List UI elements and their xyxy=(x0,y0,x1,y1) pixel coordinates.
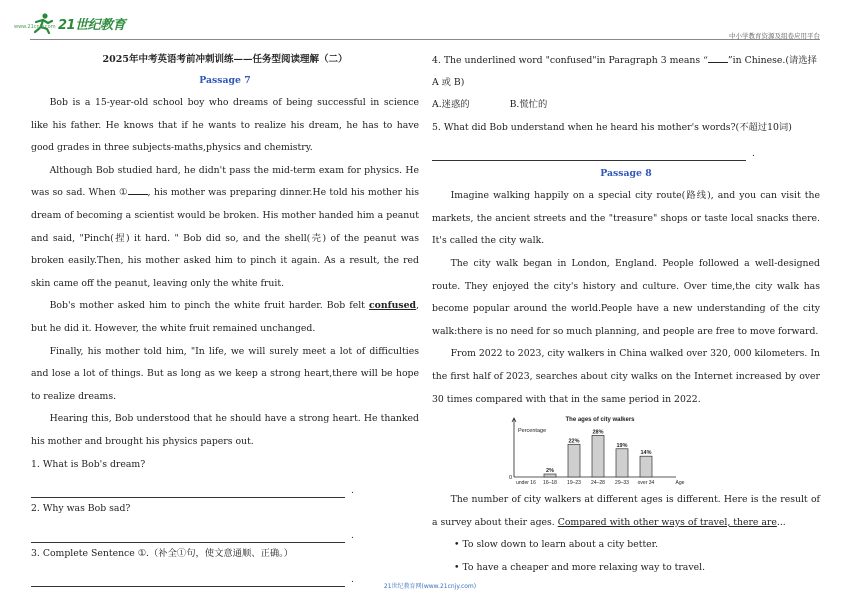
logo-text: 21世纪教育 xyxy=(58,17,126,33)
chart-tick-label: over 34 xyxy=(637,480,655,487)
chart-tick-label: 16–18 xyxy=(543,480,557,487)
chart-bar xyxy=(592,436,604,478)
chart-xlabel: Age xyxy=(675,480,685,487)
paragraph: Bob's mother asked him to pinch the white fruit harder. Bob felt confused, but he did it. However, the white fruit remained unchanged. xyxy=(31,300,419,334)
answer-line-3[interactable]: . xyxy=(31,565,419,587)
platform-name: 中小学教育资源及组卷应用平台 xyxy=(729,32,820,40)
passage-8-title: Passage 8 xyxy=(600,168,652,180)
question-2: 2. Why was Bob sad? xyxy=(31,503,131,515)
paragraph: The number of city walkers at different ages is different. Here is the result of a survey about their ages. Compared with other ways of travel, there are... xyxy=(432,494,820,528)
chart-value-label: 22% xyxy=(568,438,580,445)
question-5: 5. What did Bob understand when he heard his mother's words?(不超过10词) xyxy=(432,121,792,133)
bullet-item: • To slow down to learn about a city better. xyxy=(454,539,659,551)
age-chart-svg xyxy=(508,413,688,487)
runner-icon xyxy=(30,12,56,34)
blank-q4[interactable] xyxy=(708,53,728,63)
answer-line-1[interactable]: . xyxy=(31,476,419,498)
logo xyxy=(30,12,125,34)
chart-tick-label: 24–28 xyxy=(591,480,605,487)
answer-line-2[interactable]: . xyxy=(31,521,419,543)
chart-tick-label: 29–33 xyxy=(615,480,629,487)
logo-url: www.21cnjy.com xyxy=(14,24,56,30)
chart-value-label: 28% xyxy=(592,429,604,436)
paragraph: Imagine walking happily on a special city route(路线), and you can visit the markets, the ancient streets and the "treasure" shops or taste local snacks there. It's called the city walk. xyxy=(432,190,820,247)
option-a[interactable]: A.迷惑的 xyxy=(432,99,470,110)
left-column xyxy=(31,50,419,608)
paragraph: Hearing this, Bob understood that he should have a strong heart. He thanked his mother and brought his physics papers out. xyxy=(31,413,419,447)
chart-ylabel: Percentage xyxy=(518,428,547,435)
answer-line-4[interactable] xyxy=(31,587,419,608)
question-4: 4. The underlined word "confused"in Paragraph 3 means “ ”in Chinese.(请选择 A 或 B) xyxy=(432,55,817,88)
keyword-confused: confused xyxy=(369,300,417,312)
chart-tick-label: under 16 xyxy=(516,480,536,487)
footer: 21世纪教育网(www.21cnjy.com) xyxy=(383,583,477,590)
question-1: 1. What is Bob's dream? xyxy=(31,458,146,470)
chart-tick-label: 19–23 xyxy=(567,480,581,487)
chart-bar xyxy=(640,456,652,477)
option-b[interactable]: B.慌忙的 xyxy=(509,99,548,110)
chart-value-label: 19% xyxy=(616,442,628,449)
paragraph: Finally, his mother told him, "In life, we will surely meet a lot of difficulties and lose a lot of things. But as long as we keep a strong heart,there will be hope to realize dreams. xyxy=(31,345,419,402)
header-divider xyxy=(30,39,820,40)
paragraph: The city walk began in London, England. People followed a well-designed route. They enjoyed the city's history and culture. Over time,the city walk has become popular around the world.People have a new understanding of the city walk:there is no need for so much planning, and people are free to move forward. xyxy=(432,257,820,337)
options xyxy=(432,94,820,117)
chart-value-label: 14% xyxy=(640,450,652,457)
chart-bar xyxy=(544,474,556,477)
question-3: 3. Complete Sentence ①.（补全①句，使文意通顺、正确。） xyxy=(31,547,294,559)
chart-bar xyxy=(568,444,580,477)
document-title: 2025年中考英语考前冲刺训练——任务型阅读理解（二） xyxy=(102,54,348,65)
passage-7-title: Passage 7 xyxy=(199,75,251,86)
bullet-item: • To have a cheaper and more relaxing way to travel. xyxy=(454,561,706,573)
chart-title: The ages of city walkers xyxy=(565,417,635,424)
chart-value-label: 2% xyxy=(546,468,554,475)
paragraph: Bob is a 15-year-old school boy who dreams of being successful in science like his father. He knows that if he wants to realize his dream, he has to have good grades in three subjects-maths,physics and chemistry. xyxy=(31,97,419,154)
paragraph: Although Bob studied hard, he didn't pass the mid-term exam for physics. He was so sad. When ① , his mother was preparing dinner.He told his mother his dream of becoming a scientist would be broken. His mother handed him a peanut and said, "Pinch(捏) it hard. " Bob did so, and the shell(壳) of the peanut was broken easily.Then, his mother asked him to pinch it again. As a result, the red skin came off the peanut, leaving only the white fruit. xyxy=(31,164,419,289)
right-column xyxy=(432,50,820,580)
chart-bar xyxy=(616,449,628,477)
paragraph: From 2022 to 2023, city walkers in China walked over 320, 000 kilometers. In the first half of 2023, searches about city walks on the Internet increased by over 30 times compared with that in the same period in 2022. xyxy=(432,348,820,405)
age-chart xyxy=(432,411,820,489)
answer-line-5[interactable]: . xyxy=(432,139,820,161)
chart-origin-label: 0 xyxy=(509,475,513,482)
page-header xyxy=(0,0,860,42)
blank-1[interactable] xyxy=(128,185,148,195)
